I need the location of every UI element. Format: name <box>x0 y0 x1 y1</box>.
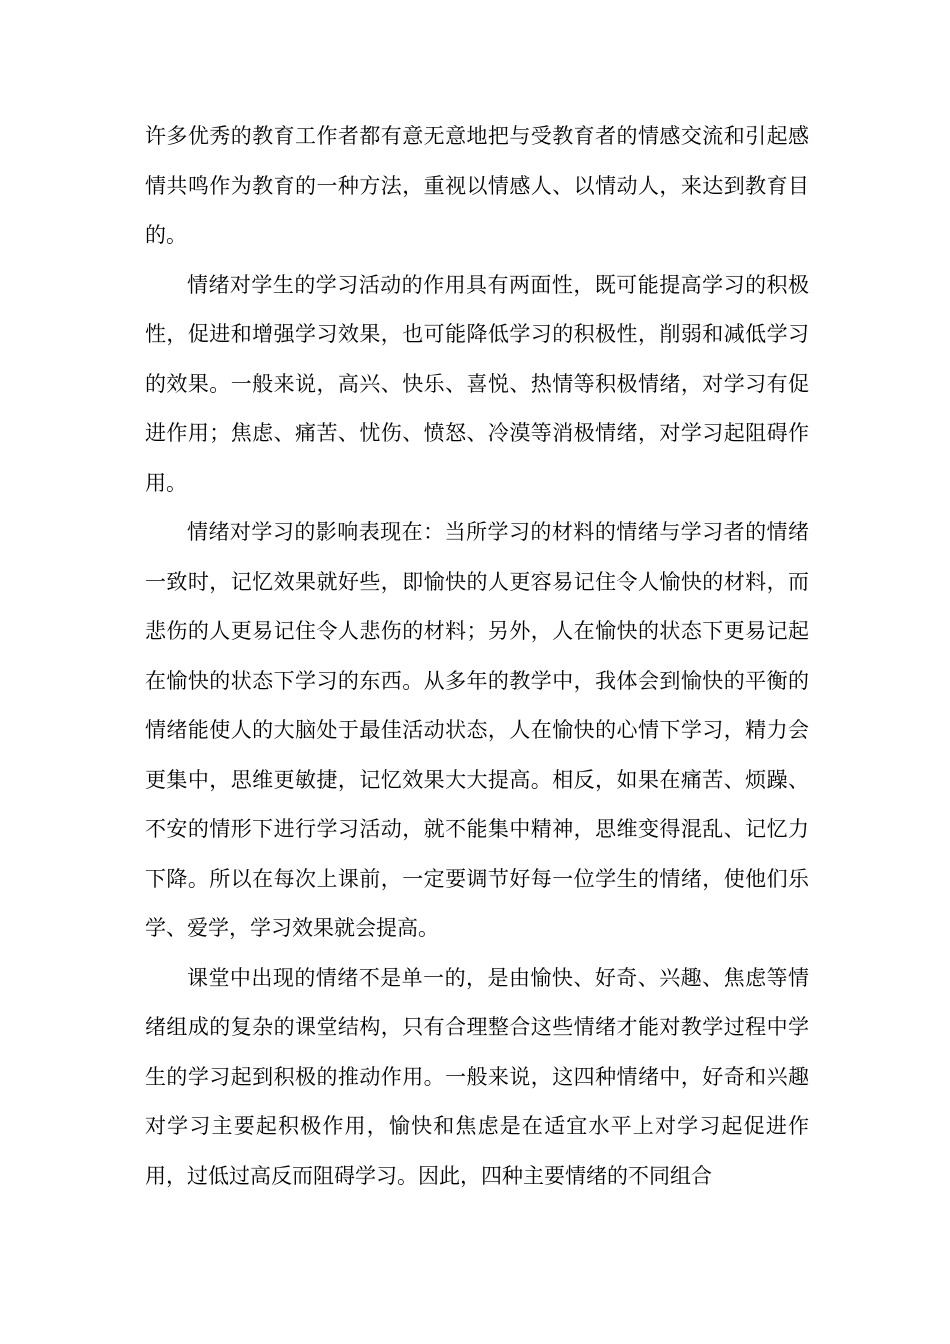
paragraph-3: 情绪对学习的影响表现在：当所学习的材料的情绪与学习者的情绪一致时，记忆效果就好些，即愉快的人更容易记住令人愉快的材料，而悲伤的人更易记住令人悲伤的材料；另外，人在愉快的状态下更易记起在愉快的状态下学习的东西。从多年的教学中，我体会到愉快的平衡的情绪能使人的大脑处于最佳活动状态，人在愉快的心情下学习，精力会更集中，思维更敏捷，记忆效果大大提高。相反，如果在痛苦、烦躁、不安的情形下进行学习活动，就不能集中精神，思维变得混乱、记忆力下降。所以在每次上课前，一定要调节好每一位学生的情绪，使他们乐学、爱学，学习效果就会提高。 <box>145 520 809 940</box>
paragraph-1: 许多优秀的教育工作者都有意无意地把与受教育者的情感交流和引起感情共鸣作为教育的一种方法，重视以情感人、以情动人，来达到教育目的。 <box>145 124 809 247</box>
paragraph-2: 情绪对学生的学习活动的作用具有两面性，既可能提高学习的积极性，促进和增强学习效果，也可能降低学习的积极性，削弱和减低学习的效果。一般来说，高兴、快乐、喜悦、热情等积极情绪，对学习有促进作用；焦虑、痛苦、忧伤、愤怒、冷漠等消极情绪，对学习起阻碍作用。 <box>145 272 809 495</box>
paragraph-4: 课堂中出现的情绪不是单一的，是由愉快、好奇、兴趣、焦虑等情绪组成的复杂的课堂结构，只有合理整合这些情绪才能对教学过程中学生的学习起到积极的推动作用。一般来说，这四种情绪中，好奇和兴趣对学习主要起积极作用，愉快和焦虑是在适宜水平上对学习起促进作用，过低过高反而阻碍学习。因此，四种主要情绪的不同组合 <box>145 965 809 1188</box>
document-body <box>145 112 809 1201</box>
